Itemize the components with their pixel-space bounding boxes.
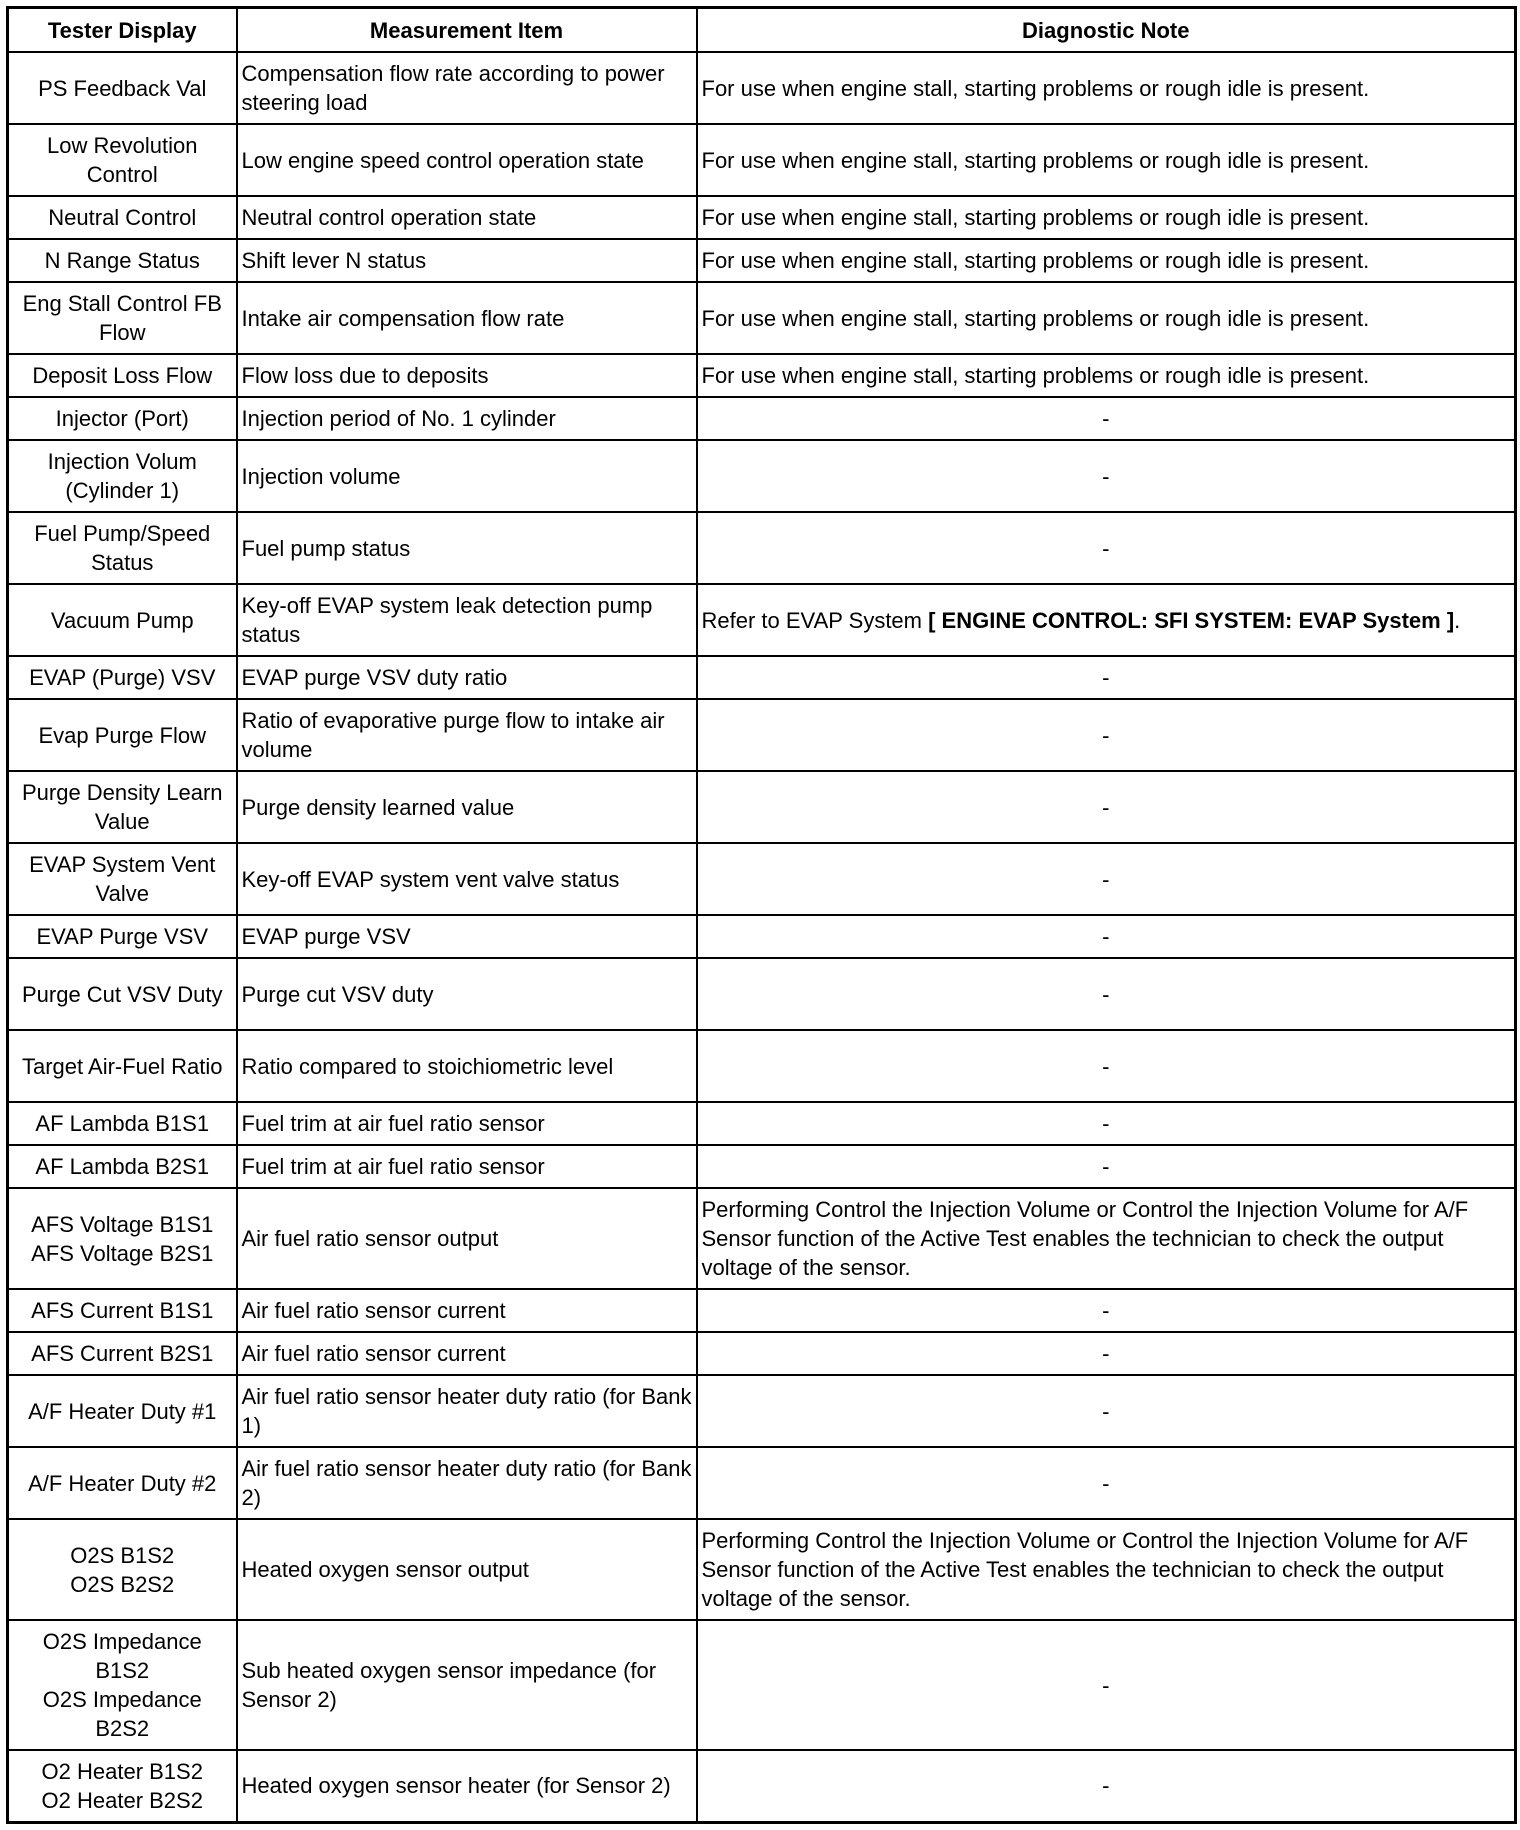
table-row [8, 196, 1516, 239]
tester-display-label: AFS Voltage B1S1 [31, 1211, 214, 1237]
tester-display-cell [8, 1620, 237, 1750]
diagnostic-note-cell [697, 1188, 1516, 1289]
diagnostic-note-text: For use when engine stall, starting problems or rough idle is present. [701, 75, 1370, 101]
table-row [8, 1519, 1516, 1620]
tester-display-label: N Range Status [44, 248, 200, 273]
diagnostic-note-text: Performing Control the Injection Volume or Control the Injection Volume for A/F Sensor function of the Active Test enables the technician to check the output voltage of the sensor. [701, 1528, 1469, 1611]
measurement-item-cell: Air fuel ratio sensor current [237, 1332, 697, 1375]
table-row [8, 1750, 1516, 1822]
diagnostic-note-text: For use when engine stall, starting problems or rough idle is present. [701, 363, 1370, 388]
measurement-item-cell: Ratio compared to stoichiometric level [237, 1030, 697, 1102]
measurement-item-cell: Ratio of evaporative purge flow to intake air volume [237, 699, 697, 771]
table-row [8, 656, 1516, 699]
tester-display-label: EVAP Purge VSV [36, 924, 209, 949]
tester-display-cell [8, 699, 237, 771]
tester-display-label: O2S B2S2 [70, 1571, 175, 1597]
table-body [8, 52, 1516, 1822]
diagnostic-note-text: - [1102, 1111, 1110, 1136]
evap-system-reference-link[interactable]: [ ENGINE CONTROL: SFI SYSTEM: EVAP System ] [928, 607, 1455, 633]
measurement-item-cell: Compensation flow rate according to power steering load [237, 52, 697, 124]
tester-display-cell [8, 1519, 237, 1620]
tester-display-cell [8, 1145, 237, 1188]
header-diagnostic-note: Diagnostic Note [697, 8, 1516, 53]
table-row [8, 699, 1516, 771]
diagnostic-note-text: - [1102, 1298, 1110, 1323]
tester-display-label: Evap Purge Flow [38, 722, 207, 748]
table-row [8, 124, 1516, 196]
tester-display-cell [8, 1030, 237, 1102]
diagnostic-note-text: - [1102, 463, 1110, 489]
diagnostic-note-cell [697, 1750, 1516, 1822]
tester-display-cell [8, 1447, 237, 1519]
diagnostic-note-cell [697, 52, 1516, 124]
diagnostic-note-text: - [1102, 722, 1110, 748]
measurement-item-cell: Air fuel ratio sensor output [237, 1188, 697, 1289]
tester-display-label: Fuel Pump/Speed Status [34, 521, 211, 575]
table-row [8, 1145, 1516, 1188]
tester-display-cell [8, 771, 237, 843]
measurement-item-cell: Heated oxygen sensor heater (for Sensor 2) [237, 1750, 697, 1822]
table-row [8, 239, 1516, 282]
table-row [8, 512, 1516, 584]
measurement-item-cell: Air fuel ratio sensor current [237, 1289, 697, 1332]
diagnostic-note-text: - [1102, 1398, 1110, 1424]
measurement-item-cell: Heated oxygen sensor output [237, 1519, 697, 1620]
diagnostic-note-text: For use when engine stall, starting problems or rough idle is present. [701, 305, 1370, 331]
tester-display-cell [8, 1332, 237, 1375]
table-row [8, 1447, 1516, 1519]
diagnostic-note-cell [697, 584, 1516, 656]
tester-display-cell [8, 958, 237, 1030]
diagnostic-note-cell [697, 1145, 1516, 1188]
table-row [8, 958, 1516, 1030]
tester-display-label: A/F Heater Duty #2 [28, 1470, 217, 1496]
diagnostic-note-text: - [1102, 1154, 1110, 1179]
table-row [8, 1188, 1516, 1289]
diagnostic-note-cell [697, 124, 1516, 196]
tester-display-label: O2S B1S2 [70, 1542, 175, 1568]
tester-display-cell [8, 239, 237, 282]
diagnostic-note-cell [697, 699, 1516, 771]
diagnostic-note-cell [697, 282, 1516, 354]
diagnostic-note-text: - [1102, 535, 1110, 561]
measurement-item-cell: Purge density learned value [237, 771, 697, 843]
diagnostic-note-cell [697, 354, 1516, 397]
measurement-item-cell: Key-off EVAP system leak detection pump status [237, 584, 697, 656]
table-row [8, 1332, 1516, 1375]
table-row [8, 1375, 1516, 1447]
table-row [8, 771, 1516, 843]
tester-display-label: O2 Heater B1S2 [41, 1758, 203, 1784]
tester-display-label: Deposit Loss Flow [32, 363, 213, 388]
table-row [8, 584, 1516, 656]
diagnostic-note-text: - [1102, 1773, 1110, 1799]
diagnostic-note-text: - [1102, 1341, 1110, 1366]
measurement-item-cell: EVAP purge VSV duty ratio [237, 656, 697, 699]
measurement-item-cell: EVAP purge VSV [237, 915, 697, 958]
diagnostic-note-cell [697, 843, 1516, 915]
measurement-item-cell: Shift lever N status [237, 239, 697, 282]
measurement-item-cell: Low engine speed control operation state [237, 124, 697, 196]
tester-display-label: Vacuum Pump [50, 607, 194, 633]
diagnostic-note-cell [697, 656, 1516, 699]
diagnostic-note-cell [697, 958, 1516, 1030]
diagnostic-note-cell [697, 1332, 1516, 1375]
tester-display-cell [8, 584, 237, 656]
tester-display-label: Neutral Control [48, 205, 197, 230]
measurement-item-cell: Intake air compensation flow rate [237, 282, 697, 354]
table-row [8, 1030, 1516, 1102]
tester-display-cell [8, 843, 237, 915]
tester-display-label: Injector (Port) [55, 406, 189, 431]
diagnostic-note-text: - [1102, 1053, 1110, 1079]
tester-display-cell [8, 354, 237, 397]
measurement-item-cell: Injection volume [237, 440, 697, 512]
diagnostic-note-text: - [1102, 406, 1110, 431]
measurement-item-cell: Fuel trim at air fuel ratio sensor [237, 1102, 697, 1145]
diagnostic-note-text: - [1102, 981, 1110, 1007]
diagnostic-data-sheet [6, 6, 1514, 1824]
tester-display-cell [8, 1102, 237, 1145]
tester-display-label: A/F Heater Duty #1 [28, 1398, 217, 1424]
measurement-item-cell: Sub heated oxygen sensor impedance (for Sensor 2) [237, 1620, 697, 1750]
diagnostic-note-cell [697, 1289, 1516, 1332]
tester-display-cell [8, 397, 237, 440]
header-tester-display: Tester Display [8, 8, 237, 53]
tester-display-label: Low Revolution Control [47, 133, 198, 187]
table-row [8, 1620, 1516, 1750]
tester-display-label: AFS Current B2S1 [31, 1341, 214, 1366]
diagnostic-note-text: - [1102, 924, 1110, 949]
diagnostic-note-text: For use when engine stall, starting problems or rough idle is present. [701, 205, 1370, 230]
diagnostic-note-cell [697, 1375, 1516, 1447]
table-row [8, 282, 1516, 354]
tester-display-cell [8, 915, 237, 958]
table-row [8, 354, 1516, 397]
diagnostic-note-cell [697, 512, 1516, 584]
table-row [8, 1289, 1516, 1332]
measurement-item-cell: Purge cut VSV duty [237, 958, 697, 1030]
table-row [8, 52, 1516, 124]
tester-display-label: AF Lambda B1S1 [35, 1111, 210, 1136]
tester-display-cell [8, 1375, 237, 1447]
tester-display-label: Target Air-Fuel Ratio [21, 1053, 223, 1079]
table-row [8, 440, 1516, 512]
tester-display-cell [8, 1750, 237, 1822]
diagnostic-note-cell [697, 771, 1516, 843]
tester-display-cell [8, 282, 237, 354]
diagnostic-note-cell [697, 915, 1516, 958]
measurement-item-cell: Air fuel ratio sensor heater duty ratio (for Bank 2) [237, 1447, 697, 1519]
tester-display-label: Injection Volum (Cylinder 1) [47, 449, 197, 503]
diagnostic-note-text: - [1102, 1672, 1110, 1698]
tester-display-cell [8, 124, 237, 196]
tester-display-cell [8, 656, 237, 699]
diagnostic-note-cell [697, 1030, 1516, 1102]
tester-display-label: O2S Impedance B1S2 [42, 1629, 202, 1683]
tester-display-label: Purge Cut VSV Duty [21, 981, 223, 1007]
diagnostic-note-cell [697, 1519, 1516, 1620]
tester-display-label: O2S Impedance B2S2 [42, 1687, 202, 1741]
diagnostic-note-text: - [1102, 866, 1110, 892]
tester-display-label: AF Lambda B2S1 [35, 1154, 210, 1179]
table-row [8, 843, 1516, 915]
table-header-row [8, 8, 1516, 53]
tester-display-label: PS Feedback Val [38, 75, 207, 101]
diagnostic-note-text: Performing Control the Injection Volume or Control the Injection Volume for A/F Sensor function of the Active Test enables the technician to check the output voltage of the sensor. [701, 1197, 1469, 1280]
tester-display-label: Eng Stall Control FB Flow [22, 291, 222, 345]
table-row [8, 397, 1516, 440]
diagnostic-note-cell [697, 1620, 1516, 1750]
tester-display-label: Purge Density Learn Value [21, 780, 223, 834]
tester-display-cell [8, 196, 237, 239]
tester-display-cell [8, 512, 237, 584]
diagnostic-note-cell [697, 1102, 1516, 1145]
data-list-table [6, 6, 1517, 1824]
diagnostic-note-text: - [1102, 1470, 1110, 1496]
measurement-item-cell: Air fuel ratio sensor heater duty ratio (for Bank 1) [237, 1375, 697, 1447]
diagnostic-note-text: - [1102, 794, 1110, 820]
diagnostic-note-text: For use when engine stall, starting problems or rough idle is present. [701, 248, 1370, 273]
header-measurement-item: Measurement Item [237, 8, 697, 53]
tester-display-cell [8, 440, 237, 512]
measurement-item-cell: Fuel trim at air fuel ratio sensor [237, 1145, 697, 1188]
measurement-item-cell: Neutral control operation state [237, 196, 697, 239]
tester-display-cell [8, 52, 237, 124]
diagnostic-note-cell [697, 397, 1516, 440]
table-row [8, 915, 1516, 958]
diagnostic-note-text: - [1102, 665, 1110, 690]
diagnostic-note-text: Refer to EVAP System [701, 607, 929, 633]
measurement-item-cell: Fuel pump status [237, 512, 697, 584]
diagnostic-note-cell [697, 239, 1516, 282]
measurement-item-cell: Key-off EVAP system vent valve status [237, 843, 697, 915]
diagnostic-note-cell [697, 196, 1516, 239]
diagnostic-note-text: For use when engine stall, starting problems or rough idle is present. [701, 147, 1370, 173]
tester-display-label: AFS Voltage B2S1 [31, 1240, 214, 1266]
measurement-item-cell: Injection period of No. 1 cylinder [237, 397, 697, 440]
diagnostic-note-cell [697, 440, 1516, 512]
tester-display-label: AFS Current B1S1 [31, 1298, 214, 1323]
tester-display-cell [8, 1188, 237, 1289]
tester-display-label: O2 Heater B2S2 [41, 1787, 203, 1813]
diagnostic-note-tail: . [1454, 607, 1461, 633]
tester-display-label: EVAP (Purge) VSV [29, 665, 216, 690]
table-row [8, 1102, 1516, 1145]
tester-display-cell [8, 1289, 237, 1332]
diagnostic-note-cell [697, 1447, 1516, 1519]
tester-display-label: EVAP System Vent Valve [29, 852, 216, 906]
measurement-item-cell: Flow loss due to deposits [237, 354, 697, 397]
